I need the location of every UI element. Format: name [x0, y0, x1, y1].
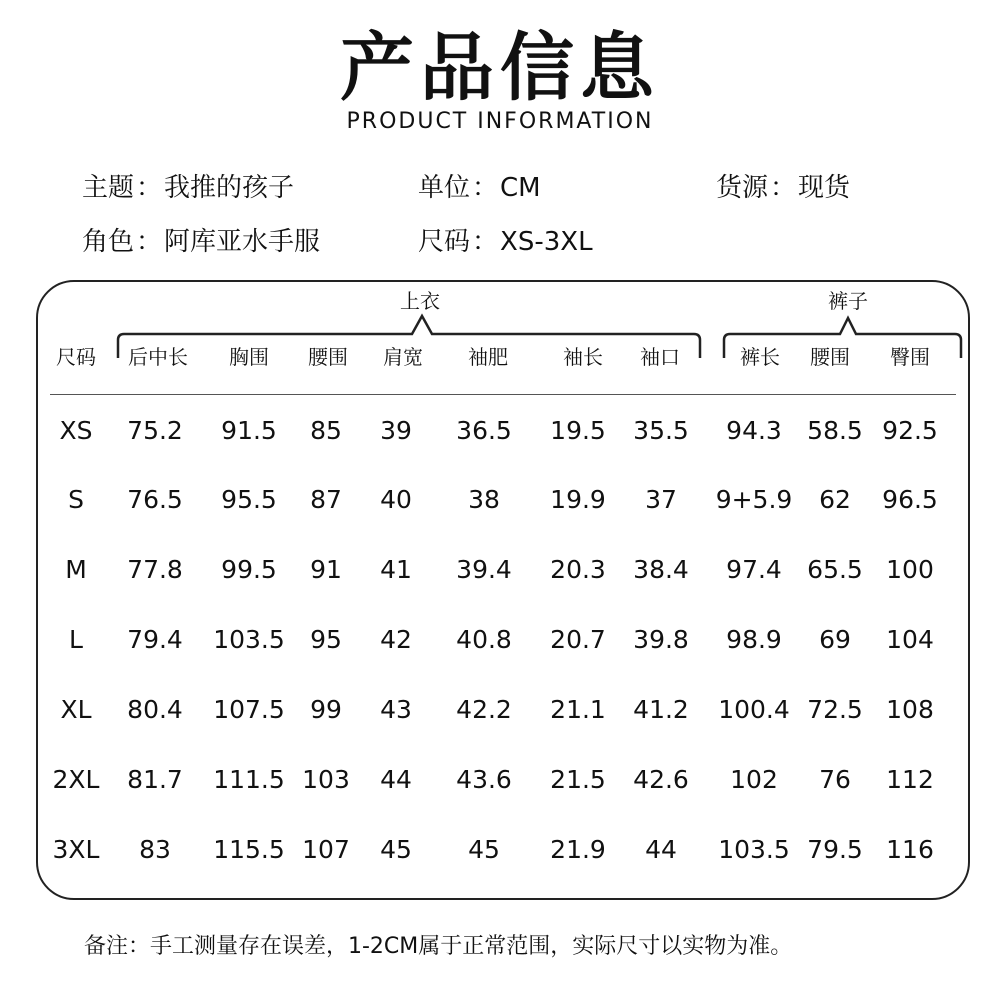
info-theme-label: 主题: [82, 173, 135, 203]
value-cell: 107: [302, 835, 350, 864]
value-cell: 21.1: [550, 695, 606, 724]
value-cell: 79.4: [127, 625, 183, 654]
value-cell: 19.5: [550, 416, 606, 445]
value-cell: 91: [310, 555, 342, 584]
value-cell: 35.5: [633, 416, 689, 445]
value-cell: 80.4: [127, 695, 183, 724]
info-unit-label: 单位: [418, 173, 471, 203]
value-cell: 40: [380, 485, 412, 514]
value-cell: 99.5: [221, 555, 277, 584]
column-header: 袖口: [640, 345, 680, 369]
info-unit: [418, 172, 541, 204]
value-cell: 116: [886, 835, 934, 864]
info-source-value: 现货: [798, 173, 851, 203]
value-cell: 44: [645, 835, 677, 864]
value-cell: 76.5: [127, 485, 183, 514]
value-cell: 41.2: [633, 695, 689, 724]
group-label-pants: 裤子: [828, 289, 868, 313]
column-header: 袖肥: [468, 345, 508, 369]
value-cell: 96.5: [882, 485, 938, 514]
info-source-label: 货源: [716, 173, 769, 203]
value-cell: 95.5: [221, 485, 277, 514]
info-theme: [82, 172, 294, 204]
value-cell: 112: [886, 765, 934, 794]
info-role: [82, 226, 320, 258]
value-cell: 79.5: [807, 835, 863, 864]
size-cell: M: [65, 555, 87, 584]
value-cell: 85: [310, 416, 342, 445]
column-header: 腰围: [308, 345, 348, 369]
info-colon: ：: [472, 173, 499, 203]
value-cell: 58.5: [807, 416, 863, 445]
value-cell: 98.9: [726, 625, 782, 654]
value-cell: 92.5: [882, 416, 938, 445]
value-cell: 94.3: [726, 416, 782, 445]
value-cell: 83: [139, 835, 171, 864]
value-cell: 40.8: [456, 625, 512, 654]
value-cell: 38: [468, 485, 500, 514]
value-cell: 103: [302, 765, 350, 794]
value-cell: 95: [310, 625, 342, 654]
value-cell: 115.5: [213, 835, 285, 864]
value-cell: 45: [468, 835, 500, 864]
value-cell: 62: [819, 485, 851, 514]
value-cell: 21.9: [550, 835, 606, 864]
value-cell: 39: [380, 416, 412, 445]
size-cell: XS: [59, 416, 93, 445]
value-cell: 39.4: [456, 555, 512, 584]
value-cell: 100.4: [718, 695, 790, 724]
value-cell: 19.9: [550, 485, 606, 514]
info-size-value: XS-3XL: [500, 227, 593, 257]
value-cell: 75.2: [127, 416, 183, 445]
column-header: 胸围: [229, 345, 269, 369]
info-size-label: 尺码: [418, 227, 471, 257]
info-role-label: 角色: [82, 227, 135, 257]
size-cell: S: [68, 485, 84, 514]
info-colon: ：: [136, 227, 163, 257]
value-cell: 42: [380, 625, 412, 654]
value-cell: 20.7: [550, 625, 606, 654]
info-unit-value: CM: [500, 173, 541, 203]
value-cell: 45: [380, 835, 412, 864]
column-header: 后中长: [128, 345, 188, 369]
info-size: [418, 226, 593, 258]
column-header: 袖长: [563, 345, 603, 369]
group-label-top: 上衣: [400, 289, 440, 313]
value-cell: 21.5: [550, 765, 606, 794]
column-header: 尺码: [56, 345, 96, 369]
info-role-value: 阿库亚水手服: [164, 227, 321, 257]
info-theme-value: 我推的孩子: [164, 173, 295, 203]
value-cell: 43: [380, 695, 412, 724]
size-cell: 2XL: [52, 765, 100, 794]
footer-note: 备注：手工测量存在误差，1-2CM属于正常范围，实际尺寸以实物为准。: [84, 934, 793, 959]
page-title: 产品信息: [340, 25, 660, 111]
size-cell: XL: [60, 695, 92, 724]
value-cell: 102: [730, 765, 778, 794]
info-colon: ：: [472, 227, 499, 257]
value-cell: 99: [310, 695, 342, 724]
value-cell: 104: [886, 625, 934, 654]
value-cell: 42.2: [456, 695, 512, 724]
value-cell: 36.5: [456, 416, 512, 445]
value-cell: 103.5: [718, 835, 790, 864]
header-divider: [50, 394, 956, 395]
value-cell: 97.4: [726, 555, 782, 584]
value-cell: 81.7: [127, 765, 183, 794]
column-header: 腰围: [810, 345, 850, 369]
value-cell: 107.5: [213, 695, 285, 724]
value-cell: 41: [380, 555, 412, 584]
value-cell: 37: [645, 485, 677, 514]
size-table-frame: [36, 280, 970, 900]
value-cell: 38.4: [633, 555, 689, 584]
value-cell: 72.5: [807, 695, 863, 724]
value-cell: 42.6: [633, 765, 689, 794]
value-cell: 100: [886, 555, 934, 584]
column-header: 裤长: [740, 345, 780, 369]
size-cell: L: [69, 625, 83, 654]
value-cell: 91.5: [221, 416, 277, 445]
value-cell: 43.6: [456, 765, 512, 794]
value-cell: 111.5: [213, 765, 285, 794]
value-cell: 69: [819, 625, 851, 654]
value-cell: 20.3: [550, 555, 606, 584]
value-cell: 44: [380, 765, 412, 794]
value-cell: 39.8: [633, 625, 689, 654]
info-colon: ：: [136, 173, 163, 203]
value-cell: 87: [310, 485, 342, 514]
value-cell: 76: [819, 765, 851, 794]
value-cell: 103.5: [213, 625, 285, 654]
size-cell: 3XL: [52, 835, 100, 864]
value-cell: 77.8: [127, 555, 183, 584]
info-colon: ：: [770, 173, 797, 203]
value-cell: 108: [886, 695, 934, 724]
column-header: 臀围: [890, 345, 930, 369]
info-source: [716, 172, 850, 204]
column-header: 肩宽: [383, 345, 423, 369]
page-subtitle: PRODUCT INFORMATION: [346, 109, 654, 134]
value-cell: 65.5: [807, 555, 863, 584]
value-cell: 9+5.9: [715, 485, 793, 514]
